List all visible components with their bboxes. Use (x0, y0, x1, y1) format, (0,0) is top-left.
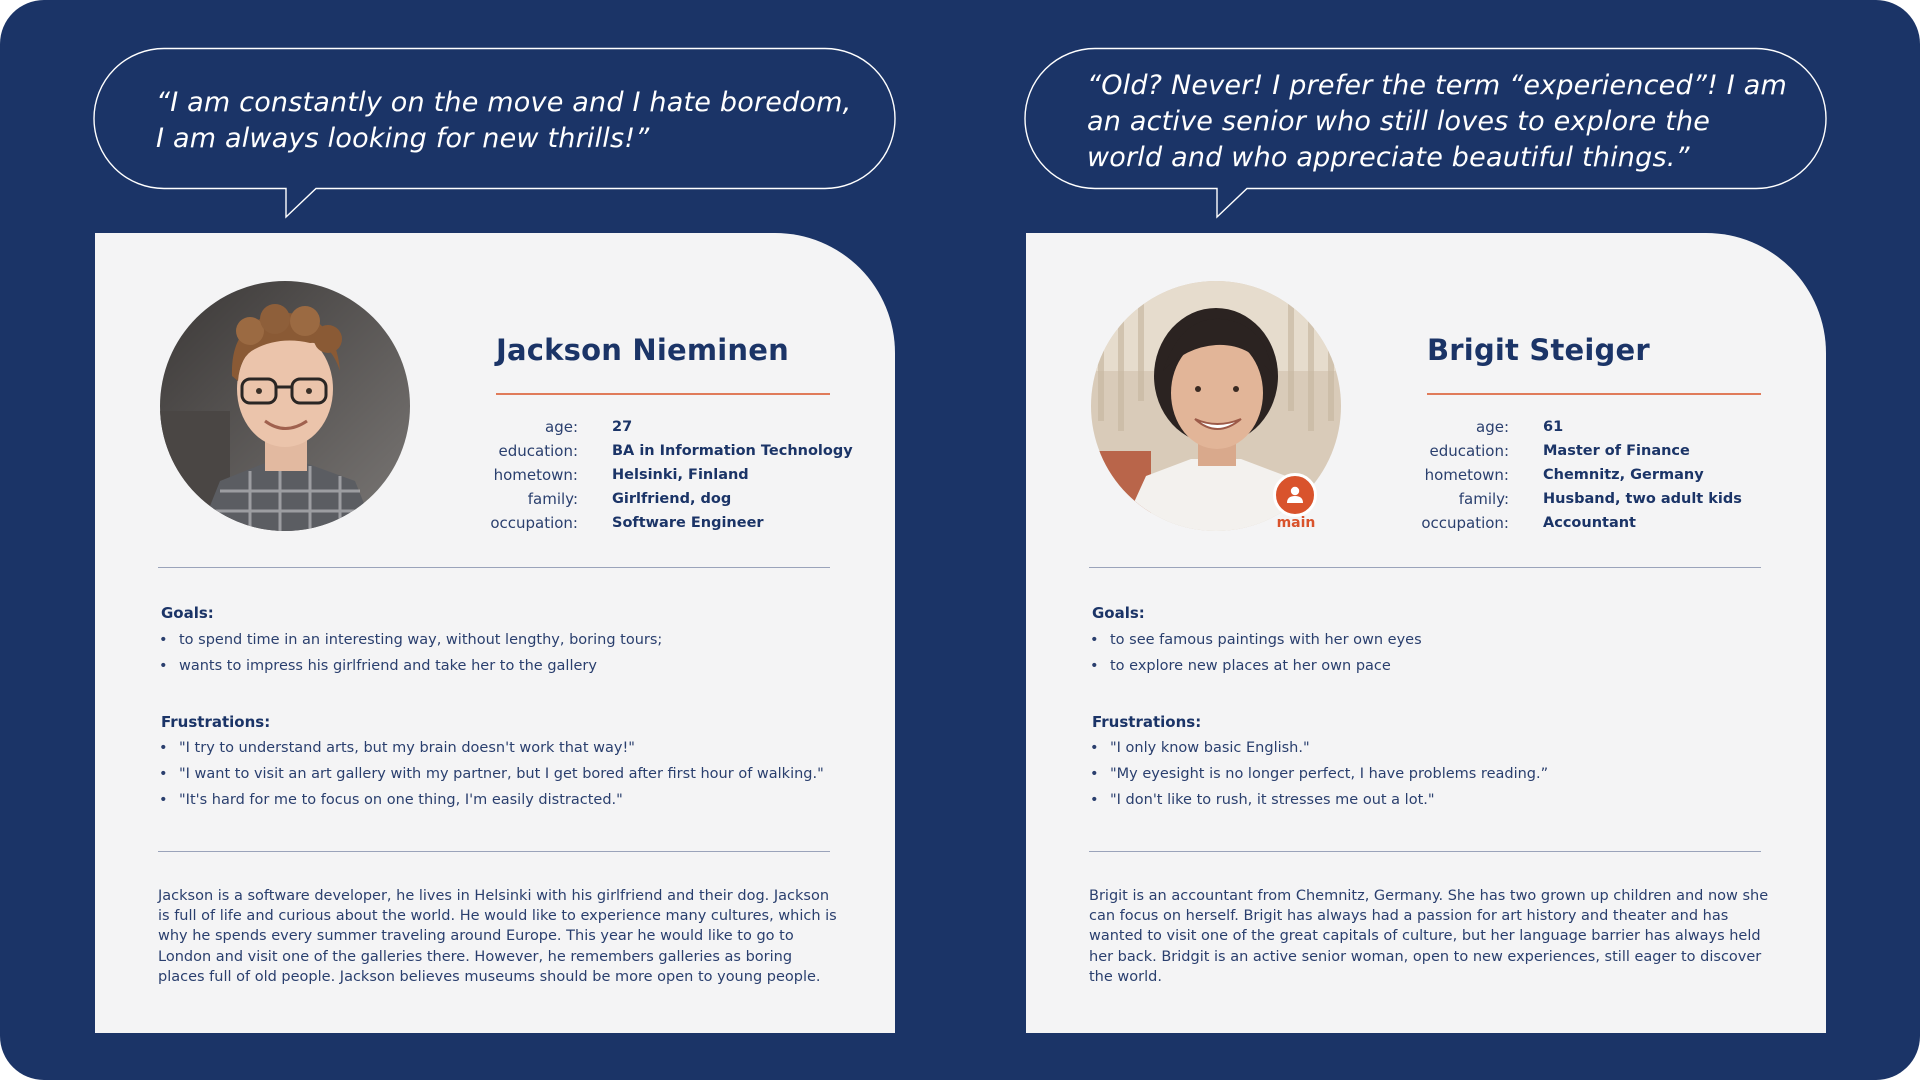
fact-value: Chemnitz, Germany (1543, 467, 1704, 483)
list-item: • "I don't like to rush, it stresses me out a lot." (1089, 787, 1548, 813)
fact-label: family: (527, 490, 578, 508)
fact-label: occupation: (1421, 514, 1509, 532)
fact-label: age: (1476, 418, 1509, 436)
frustrations-list (158, 735, 824, 813)
list-item: • "It's hard for me to focus on one thing, I'm easily distracted." (158, 787, 824, 813)
frustrations-heading: Frustrations: (161, 713, 271, 731)
fact-label: age: (545, 418, 578, 436)
avatar (160, 281, 410, 531)
section-divider (158, 851, 830, 852)
goals-list (158, 627, 662, 679)
list-item: • to see famous paintings with her own eyes (1089, 627, 1422, 653)
fact-education (475, 439, 915, 463)
goals-heading: Goals: (1092, 604, 1145, 622)
list-item: • "I want to visit an art gallery with my partner, but I get bored after first hour of walking." (158, 761, 824, 787)
list-item: • to spend time in an interesting way, without lengthy, boring tours; (158, 627, 662, 653)
section-divider (1089, 851, 1761, 852)
list-item: • "I only know basic English." (1089, 735, 1548, 761)
fact-value: Accountant (1543, 515, 1636, 531)
persona-card-brigit (1026, 233, 1826, 1033)
list-item: • wants to impress his girlfriend and take her to the gallery (158, 653, 662, 679)
fact-label: hometown: (493, 466, 578, 484)
list-item: • "I try to understand arts, but my brain doesn't work that way!" (158, 735, 824, 761)
fact-occupation (1406, 511, 1846, 535)
fact-label: education: (1429, 442, 1509, 460)
persona-name: Jackson Nieminen (496, 333, 789, 367)
goals-heading: Goals: (161, 604, 214, 622)
persona-card-jackson (95, 233, 895, 1033)
fact-value: BA in Information Technology (612, 443, 853, 459)
section-divider (1089, 567, 1761, 568)
list-item: • to explore new places at her own pace (1089, 653, 1422, 679)
fact-label: family: (1458, 490, 1509, 508)
fact-value: 27 (612, 419, 633, 435)
fact-value: 61 (1543, 419, 1564, 435)
fact-value: Girlfriend, dog (612, 491, 732, 507)
persona-bio: Jackson is a software developer, he lives in Helsinki with his girlfriend and their dog. Jackson is full of life and curious about the world. He would like to experience many cultures, which is why he spends every summer traveling around Europe. This year he would like to go to London and visit one of the galleries there. However, he remembers galleries as boring places full of old people. Jackson believes museums should be more open to young people. (158, 888, 837, 985)
persona-facts (1406, 415, 1846, 535)
section-divider (158, 567, 830, 568)
fact-occupation (475, 511, 915, 535)
portrait-photo-jackson (160, 281, 410, 531)
fact-label: hometown: (1424, 466, 1509, 484)
fact-age (475, 415, 915, 439)
persona-quote: “Old? Never! I prefer the term “experienced”! I am an active senior who still loves to explore the world and who appreciate beautiful things.” (1087, 70, 1788, 173)
main-persona-badge (1273, 473, 1317, 517)
fact-value: Software Engineer (612, 515, 764, 531)
list-item: • "My eyesight is no longer perfect, I have problems reading.” (1089, 761, 1548, 787)
user-icon (1284, 484, 1306, 506)
frustrations-list (1089, 735, 1548, 813)
fact-education (1406, 439, 1846, 463)
fact-hometown (1406, 463, 1846, 487)
goals-list (1089, 627, 1422, 679)
fact-hometown (475, 463, 915, 487)
persona-facts (475, 415, 915, 535)
name-divider (496, 393, 830, 395)
fact-value: Husband, two adult kids (1543, 491, 1742, 507)
fact-label: education: (498, 442, 578, 460)
main-badge-label: main (1276, 515, 1316, 531)
fact-value: Helsinki, Finland (612, 467, 749, 483)
frustrations-heading: Frustrations: (1092, 713, 1202, 731)
fact-age (1406, 415, 1846, 439)
persona-bio: Brigit is an accountant from Chemnitz, Germany. She has two grown up children and now she can focus on herself. Brigit has always had a passion for art history and theater and has wanted to visit one of the great capitals of culture, but her language barrier has always held her back. Bridgit is an active senior woman, open to new experiences, still eager to discover the world. (1089, 888, 1769, 985)
name-divider (1427, 393, 1761, 395)
fact-label: occupation: (490, 514, 578, 532)
fact-family (475, 487, 915, 511)
fact-family (1406, 487, 1846, 511)
fact-value: Master of Finance (1543, 443, 1690, 459)
persona-name: Brigit Steiger (1427, 333, 1650, 367)
persona-quote: “I am constantly on the move and I hate boredom, I am always looking for new thrills!” (156, 87, 852, 154)
